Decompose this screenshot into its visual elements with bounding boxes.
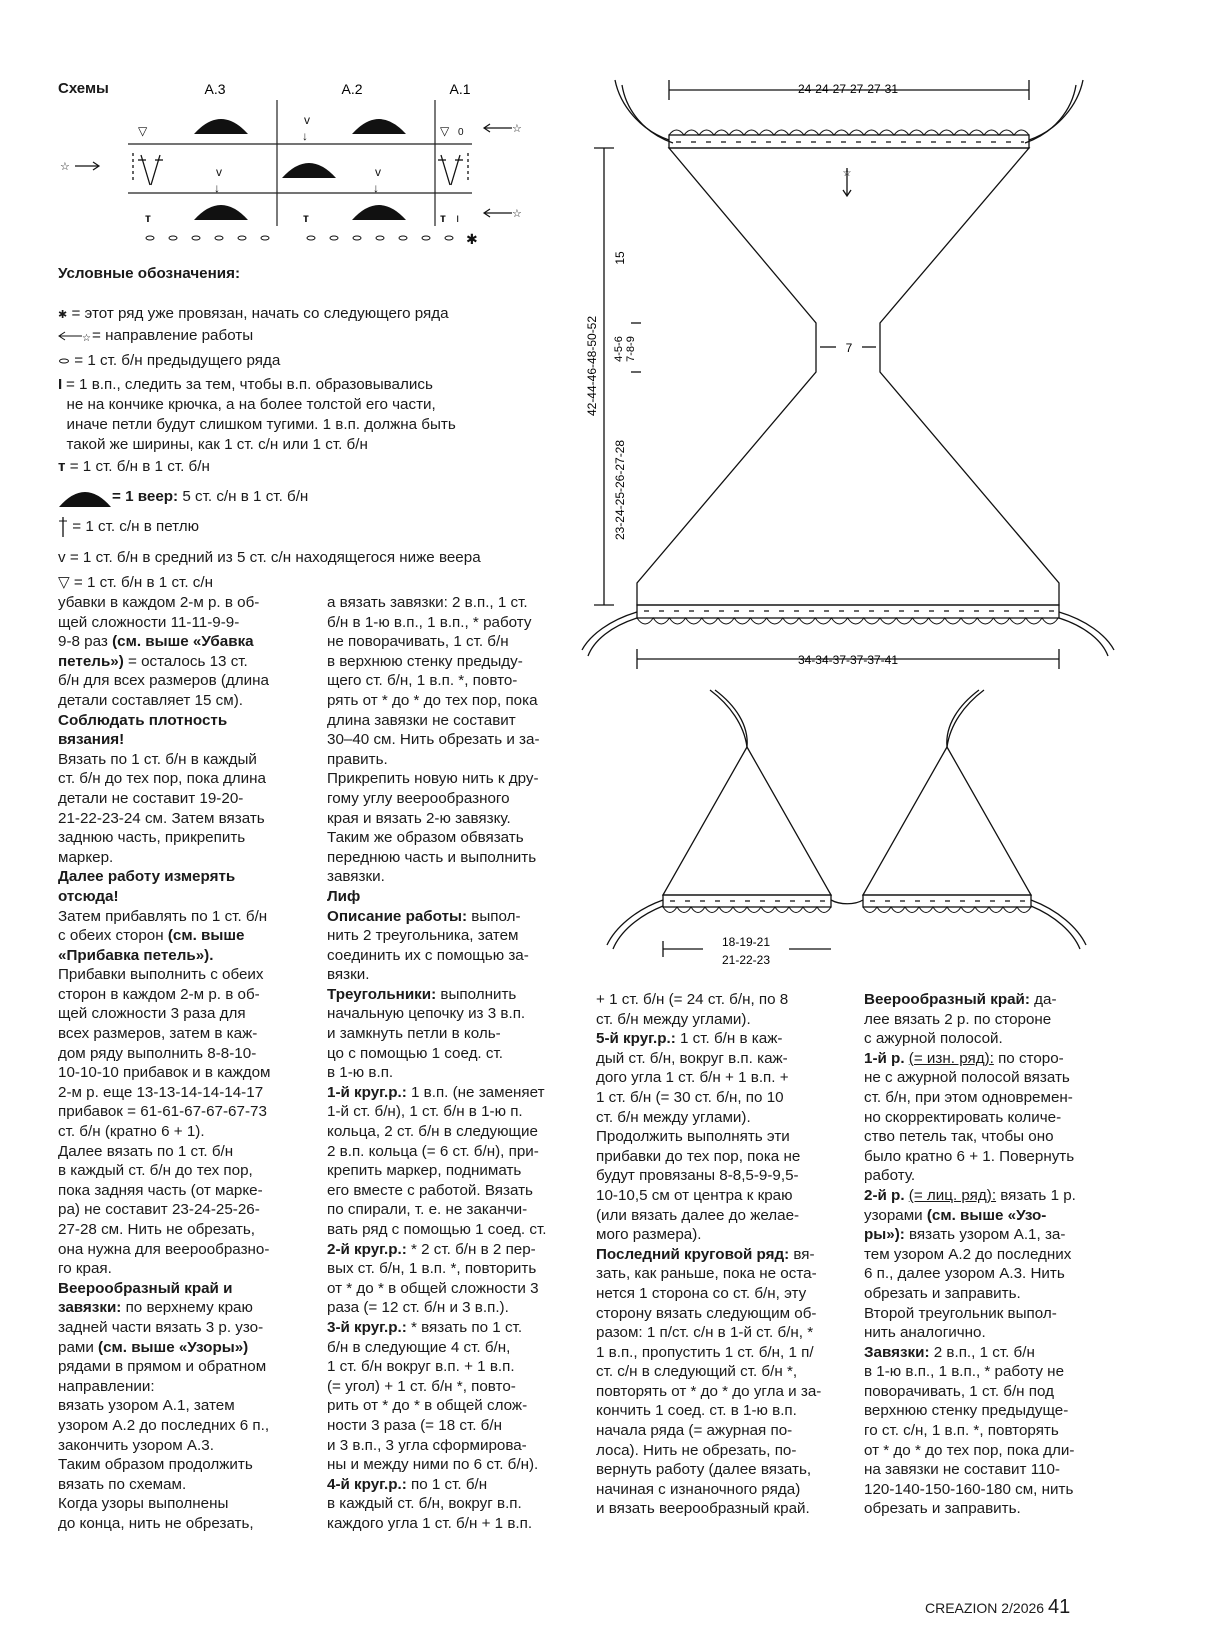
text-run: вя- зать, как раньше, пока не оста- нется 1 сторона со ст. б/н, эту сторону вязать следующим об- разом: 1 п/ст. с/н в 1-й ст. б/н, * 1 в.п., пропустить 1 ст. б/н, 1 п/ ст. с/н в следующий ст. б/н *, повторять от * до * до угла и за- кончить 1 соед. ст. в 1-ю в.п. начала ряда (= ажурная по- лоса). Нить не обрезать, по- вернуть работу (далее вязать, начиная с изнаночного ряда) и вязать веерообразный край. bbox=[596, 1245, 822, 1518]
text-run: Лиф Описание работы: bbox=[327, 887, 468, 925]
text-run: * 2 ст. б/н в 2 пер- вых ст. б/н, 1 в.п. *, повторить от * до * в общей сложности 3 раза (= 12 ст. б/н и 3 в.п.). bbox=[327, 1240, 539, 1317]
text-run: убавки в каждом 2-м р. в об- щей сложности 11-11-9-9- 9-8 раз bbox=[58, 594, 260, 651]
dim-triangle-width-1: 18-19-21 bbox=[721, 935, 771, 949]
garment-schematic bbox=[580, 70, 1140, 980]
chart-label-a2: A.2 bbox=[341, 81, 363, 97]
text-run: (= лиц. ряд): bbox=[908, 1186, 997, 1204]
text-run: 2-й р. bbox=[864, 1186, 909, 1204]
svg-text:☆: ☆ bbox=[842, 168, 852, 179]
text-run: по верхнему краю задней части вязать 3 р. узо- рами bbox=[58, 1299, 264, 1356]
svg-text:v: v bbox=[216, 165, 222, 179]
text-run: (см. выше «Узоры») bbox=[98, 1338, 249, 1356]
fan-icon bbox=[352, 205, 406, 220]
svg-text:↓: ↓ bbox=[302, 129, 308, 143]
footer bbox=[925, 1596, 1070, 1619]
text-run: Далее работу измерять отсюда! bbox=[58, 868, 236, 905]
text-run: (см. выше «Прибавка петель»). bbox=[58, 927, 245, 964]
text-run: 2 в.п., 1 ст. б/н в 1-ю в.п., 1 в.п., * работу не поворачивать, 1 ст. б/н под верхнюю стенку предыдуще- го ст. с/н, 1 в.п. *, повторять от * до * до тех пор, пока дли- на завязки не составит 110- 120-140-150-160-180 см, нить обрезать и заправить. bbox=[864, 1343, 1075, 1518]
svg-text:☆: ☆ bbox=[512, 208, 522, 220]
svg-text:▽: ▽ bbox=[440, 124, 450, 138]
text-column-2 bbox=[327, 593, 577, 1534]
text-run: выполнить начальную цепочку из 3 в.п. и замкнуть петли в коль- цо с помощью 1 соед. ст. в 1-ю в.п. bbox=[327, 985, 526, 1082]
text-run: 1-й р. bbox=[864, 1049, 909, 1067]
text-run: 3-й круг.р.: bbox=[327, 1318, 407, 1336]
text-run: рядами в прямом и обратном направлении: вязать узором А.1, затем узором А.2 до последних 6 п., закончить узором А.3. Таким образом продолжить вязать по схемам. Когда узоры выполнены до конца, нить не обрезать, bbox=[58, 1358, 270, 1532]
text-run: (= изн. ряд): bbox=[908, 1049, 994, 1067]
svg-text:ı: ı bbox=[456, 211, 460, 225]
text-run: выпол- нить 2 треугольника, затем соединить их с помощью за- вязки. bbox=[327, 907, 529, 984]
legend-item: ▽ = 1 ст. б/н в 1 ст. с/н bbox=[58, 574, 213, 591]
text-run: по сторо- не с ажурной полосой вязать ст. б/н, при этом одновремен- но скорректировать количе- ство петель так, чтобы оно было кратно 6 + 1. Повернуть работу. bbox=[864, 1049, 1075, 1185]
col4-text bbox=[864, 990, 1114, 1519]
dim-waist: 7 bbox=[845, 341, 853, 355]
svg-text:т: т bbox=[303, 211, 309, 225]
text-run: по 1 ст. б/н в каждый ст. б/н, вокруг в.п. каждого угла 1 ст. б/н + 1 в.п. bbox=[327, 1475, 533, 1532]
dim-triangle-width-2: 21-22-23 bbox=[721, 953, 771, 967]
text-column-4 bbox=[864, 990, 1114, 1519]
scallop-edges bbox=[637, 130, 1058, 913]
dim-top-width: 24-24-27-27-27-31 bbox=[797, 82, 899, 96]
text-run: 1-й круг.р.: bbox=[327, 1083, 407, 1101]
text-run: + 1 ст. б/н (= 24 ст. б/н, по 8 ст. б/н между углами). bbox=[596, 991, 789, 1028]
legend-item: ☆ = направление работы bbox=[58, 306, 253, 346]
dim-upper-height: 15 bbox=[613, 251, 627, 265]
svg-text:▽: ▽ bbox=[138, 124, 148, 138]
page-number: 41 bbox=[1047, 1596, 1071, 1618]
fan-icon bbox=[194, 119, 248, 134]
svg-text:↓: ↓ bbox=[214, 181, 220, 195]
dim-lower-height: 23-24-25-26-27-28 bbox=[613, 439, 627, 541]
svg-text:☆: ☆ bbox=[82, 332, 91, 342]
fan-icon bbox=[194, 205, 248, 220]
text-run: Завязки: bbox=[864, 1343, 930, 1361]
dim-total-height: 42-44-46-48-50-52 bbox=[585, 315, 599, 417]
legend-item: = 1 веер: 5 ст. с/н в 1 ст. б/н bbox=[58, 465, 308, 509]
svg-text:т: т bbox=[440, 211, 446, 225]
magazine-name: CREAZION 2/2026 bbox=[925, 1600, 1045, 1616]
legend-item: т = 1 ст. б/н в 1 ст. б/н bbox=[58, 458, 210, 475]
text-run: Прибавки выполнить с обеих сторон в каждом 2-м р. в об- щей сложности 3 раза для всех размеров, затем в каж- дом ряду выполнить 8-8-10- 10-10-10 прибавок и в каждом 2-м р. еще 13-13-14-14-14-17 прибавок = 61-61-67-67-67-73 ст. б/н (кратно 6 + 1). Далее вязать по 1 ст. б/н в каждый ст. б/н до тех пор, пока задняя часть (от марке- ра) не составит 23-24-25-26- 27-28 см. Нить не обрезать, она нужна для веерообразно- го края. bbox=[58, 966, 271, 1278]
svg-text:v: v bbox=[375, 165, 381, 179]
text-run: Последний круговой ряд: bbox=[596, 1245, 790, 1263]
crochet-chart-grid bbox=[0, 70, 600, 255]
col3-text bbox=[596, 990, 846, 1519]
svg-text:↓: ↓ bbox=[373, 181, 379, 195]
svg-text:v: v bbox=[304, 113, 310, 127]
fan-icon bbox=[352, 119, 406, 134]
svg-text:☆: ☆ bbox=[512, 123, 522, 135]
text-run: вязать узором А.1, за- тем узором А.2 до последних 6 п., далее узором А.3. Нить обрезать и заправить. Второй треугольник выпол- нить аналогично. bbox=[864, 1226, 1072, 1342]
text-run: * вязать по 1 ст. б/н в следующие 4 ст. б/н, 1 ст. б/н вокруг в.п. + 1 в.п. (= угол) + 1 ст. б/н *, повто- рить от * до * в общей слож- ности 3 раза (= 18 ст. б/н и 3 в.п., 3 угла сформирова- ны и между ними по 6 ст. б/н). bbox=[327, 1318, 539, 1474]
legend-item: v = 1 ст. б/н в средний из 5 ст. с/н находящегося ниже веера bbox=[58, 549, 481, 566]
legend-item: = 1 ст. б/н предыдущего ряда bbox=[58, 331, 280, 371]
legend-item: ✱ = этот ряд уже провязан, начать со следующего ряда bbox=[58, 305, 449, 322]
text-run: 1 ст. б/н в каж- дый ст. б/н, вокруг в.п. каж- дого угла 1 ст. б/н + 1 в.п. + 1 ст. б/н (= 30 ст. б/н, по 10 ст. б/н между углами). Продолжить выполнять эти прибавки до тех пор, пока не будут провязаны 8-8,5-9-9,5- 10-10,5 см от центра к краю (или вязать далее до желае- мого размера). bbox=[596, 1030, 801, 1244]
text-run: 4-й круг.р.: bbox=[327, 1475, 407, 1493]
legend-item: I = 1 в.п., следить за тем, чтобы в.п. образовывались не на кончике крючка, а на более толстой его части, иначе петли будут слишком тугими. 1 в.п. должна быть такой же ширины, как 1 ст. с/н или 1 ст. б/н bbox=[58, 376, 456, 453]
fan-icon bbox=[282, 163, 336, 178]
text-run: да- лее вязать 2 р. по стороне с ажурной полосой. bbox=[864, 991, 1057, 1048]
text-run: (см. выше «Убавка петель») bbox=[58, 633, 254, 670]
col2-text bbox=[327, 593, 577, 1534]
text-run: 5-й круг.р.: bbox=[596, 1030, 676, 1048]
svg-text:т: т bbox=[145, 211, 151, 225]
chart-label-a3: A.3 bbox=[204, 81, 226, 97]
legend-title: Условные обозначения: bbox=[58, 265, 241, 282]
text-run: = осталось 13 ст. б/н для всех размеров (длина детали составляет 15 см). bbox=[58, 652, 269, 709]
legend-item: = 1 ст. с/н в петлю bbox=[58, 496, 199, 538]
text-run: 1 в.п. (не заменяет 1-й ст. б/н), 1 ст. б/н в 1-ю п. кольца, 2 ст. б/н в следующие 2 в.п. кольца (= 6 ст. б/н), при- крепить маркер, поднимать его вместе с работой. Вязать по спирали, т. е. не заканчи- вать ряд с помощью 1 соед. ст. bbox=[327, 1083, 547, 1238]
text-run: Веерообразный край и завязки: bbox=[58, 1279, 233, 1317]
svg-text:0: 0 bbox=[458, 127, 464, 138]
text-column-1 bbox=[58, 593, 308, 1534]
text-run: Треугольники: bbox=[327, 985, 437, 1003]
text-run: Веерообразный край: bbox=[864, 991, 1030, 1008]
text-run: а вязать завязки: 2 в.п., 1 ст. б/н в 1-ю в.п., 1 в.п., * работу не поворачивать, 1 ст. б/н в верхнюю стенку предыду- щего ст. б/н, 1 в.п. *, повто- рять от * до * до тех пор, пока длина завязки не составит 30–40 см. Нить обрезать и за- править. Прикрепить новую нить к дру- гому углу веерообразного края и вязать 2-ю завязку. Таким же образом обвязать переднюю часть и выполнить завязки. bbox=[327, 594, 540, 886]
text-run: Затем прибавлять по 1 ст. б/н с обеих сторон bbox=[58, 907, 268, 945]
svg-text:☆: ☆ bbox=[60, 161, 70, 173]
text-run: Соблюдать плотность вязания! bbox=[58, 711, 228, 749]
col1-text bbox=[58, 593, 308, 1534]
charts-title: Схемы bbox=[58, 80, 109, 97]
text-run: вязать 1 р. узорами bbox=[864, 1186, 1076, 1224]
text-column-3 bbox=[596, 990, 846, 1519]
svg-text:✱: ✱ bbox=[466, 231, 478, 247]
dim-mid-height-2: 7-8-9 bbox=[625, 336, 637, 362]
text-run: (см. выше «Узо- ры»): bbox=[864, 1206, 1047, 1244]
dim-bottom-width: 34-34-37-37-37-41 bbox=[797, 653, 899, 667]
dim-mid-height-1: 4-5-6 bbox=[613, 336, 625, 362]
text-run: Вязать по 1 ст. б/н в каждый ст. б/н до тех пор, пока длина детали не составит 19-20- 21-22-23-24 см. Затем вязать заднюю часть, прикрепить маркер. bbox=[58, 750, 266, 866]
text-run: 2-й круг.р.: bbox=[327, 1240, 407, 1258]
chart-label-a1: A.1 bbox=[449, 81, 471, 97]
